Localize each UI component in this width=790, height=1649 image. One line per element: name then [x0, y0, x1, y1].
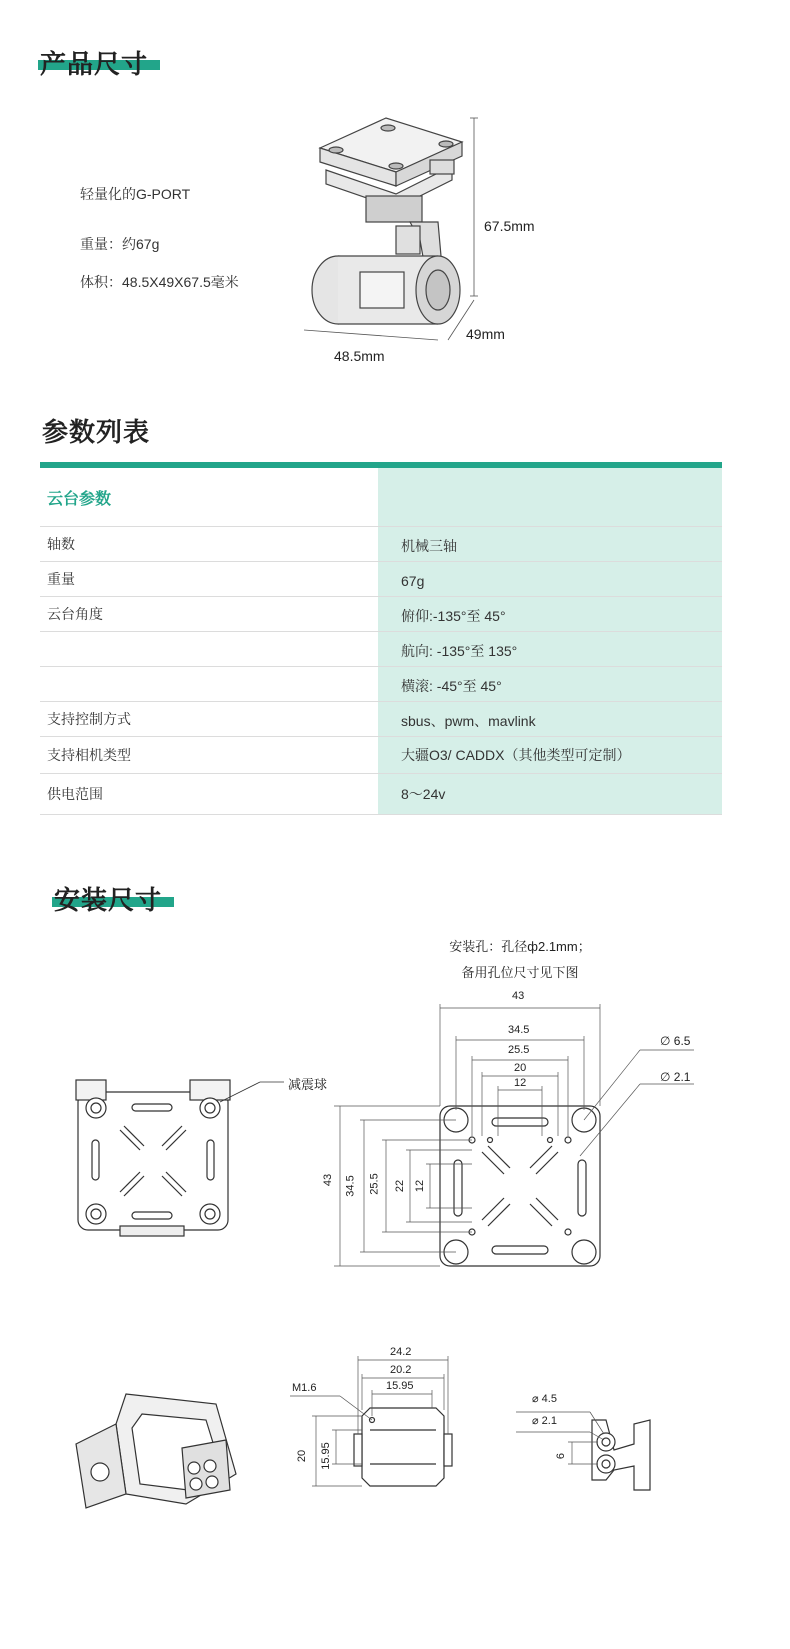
- dim-m1-6: M1.6: [292, 1382, 317, 1394]
- dim-15-95-horizontal: 15.95: [386, 1380, 414, 1392]
- table-header-row: [40, 468, 722, 527]
- dim-depth-label: 49mm: [466, 326, 505, 342]
- row-value: sbus、pwm、mavlink: [378, 702, 722, 736]
- row-value: 横滚: -45°至 45°: [378, 667, 722, 701]
- row-value: 大疆O3/ CADDX（其他类型可定制）: [378, 737, 722, 773]
- mount-note-line1: 安装孔：孔径ф2.1mm；: [449, 939, 591, 954]
- dim-diameter-6-5: ∅ 6.5: [660, 1034, 691, 1048]
- table-row: [40, 597, 722, 632]
- dim-25-5-vertical: 25.5: [368, 1173, 381, 1195]
- table-header-label: 云台参数: [47, 490, 112, 508]
- dim-width-label: 48.5mm: [334, 348, 385, 364]
- row-label: [40, 632, 378, 666]
- product-weight: 重量：约67g: [80, 236, 160, 252]
- dim-6-vertical: 6: [555, 1452, 568, 1460]
- table-row: [40, 562, 722, 597]
- dim-20-vertical: 20: [296, 1449, 309, 1463]
- dim-43-horizontal: 43: [512, 990, 525, 1002]
- row-value: 航向: -135°至 135°: [378, 632, 722, 666]
- dim-34-5-vertical: 34.5: [344, 1175, 357, 1197]
- table-row: [40, 632, 722, 667]
- section-title-product-size: 产品尺寸: [40, 49, 149, 79]
- dim-20-2: 20.2: [390, 1364, 412, 1376]
- row-label: 支持相机类型: [47, 747, 131, 763]
- spec-table: [40, 462, 722, 815]
- row-label: 重量: [47, 571, 75, 587]
- row-value: 俯仰:-135°至 45°: [378, 597, 722, 631]
- row-label: 云台角度: [47, 606, 103, 622]
- product-name: 轻量化的G-PORT: [80, 186, 191, 202]
- bracket-iso-drawing: [66, 1384, 256, 1514]
- table-row: [40, 774, 722, 815]
- mount-note-line2: 备用孔位尺寸见下图: [461, 965, 579, 980]
- row-label: 支持控制方式: [47, 711, 131, 727]
- row-value: 67g: [378, 562, 722, 596]
- dim-diameter-2-1-small: ⌀ 2.1: [532, 1415, 557, 1427]
- damper-ball-label: 减震球: [288, 1077, 328, 1092]
- table-header-value: [378, 468, 722, 526]
- dim-height-label: 67.5mm: [484, 218, 535, 234]
- table-row: [40, 737, 722, 774]
- dim-43-vertical: 43: [322, 1173, 335, 1187]
- dim-diameter-2-1: ∅ 2.1: [660, 1070, 691, 1084]
- dim-15-95-vertical: 15.95: [319, 1442, 332, 1470]
- dim-24-2: 24.2: [390, 1346, 412, 1358]
- section-title-parameters: 参数列表: [42, 417, 151, 447]
- gimbal-top-view-drawing: [70, 1070, 310, 1240]
- table-row: [40, 702, 722, 737]
- row-label: 供电范围: [47, 786, 103, 802]
- dim-12-vertical: 12: [414, 1179, 427, 1193]
- dim-25-5-horizontal: 25.5: [508, 1044, 530, 1056]
- row-value: 机械三轴: [378, 527, 722, 561]
- dim-34-5-horizontal: 34.5: [508, 1024, 530, 1036]
- row-label: [40, 667, 378, 701]
- table-row: [40, 667, 722, 702]
- dim-diameter-4-5: ⌀ 4.5: [532, 1393, 557, 1405]
- row-value: 8～24v: [378, 774, 722, 814]
- section-title-mounting-size: 安装尺寸: [54, 885, 163, 915]
- dim-20-horizontal: 20: [514, 1062, 527, 1074]
- bracket-front-dimension-drawing: [280, 1350, 480, 1500]
- table-row: [40, 527, 722, 562]
- row-label: 轴数: [47, 536, 75, 552]
- product-volume: 体积：48.5X49X67.5毫米: [80, 274, 239, 290]
- dim-12-horizontal: 12: [514, 1077, 527, 1089]
- dim-22-vertical: 22: [394, 1179, 407, 1193]
